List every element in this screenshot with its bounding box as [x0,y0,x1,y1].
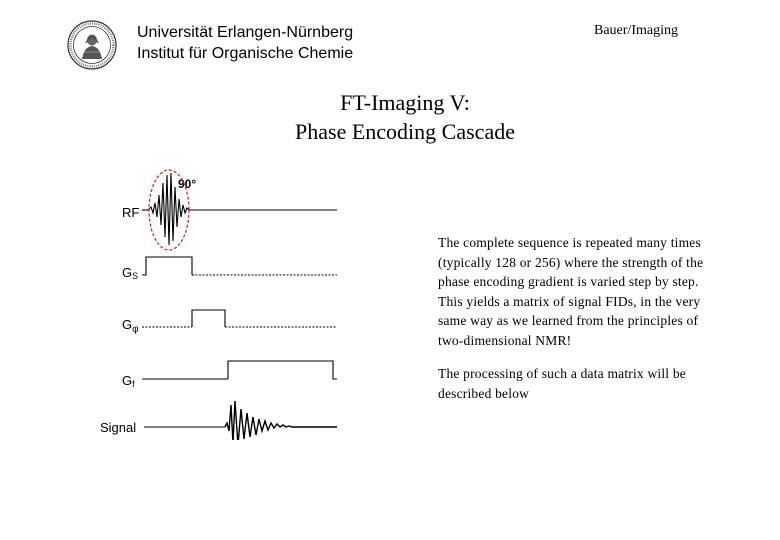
gf-label: Gf [122,373,135,389]
description-paragraph-2: The processing of such a data matrix will be described below [438,366,686,401]
slide-title [240,88,570,146]
rf-pulse-waveform [142,173,337,245]
pulse-sequence-diagram [95,165,345,440]
gf-gradient-trace [228,361,337,379]
author-label: Bauer/Imaging [594,23,678,38]
pulse-angle-label: 90° [178,177,197,191]
signal-label: Signal [100,420,137,435]
description-panel [438,233,718,417]
university-seal-logo [66,19,118,71]
gphi-gradient-trace [192,310,225,327]
gphi-label: $G_\varphi$ [122,317,139,335]
institution-name: Universität Erlangen-Nürnberg [137,24,354,41]
gs-label: GS [122,265,139,281]
signal-echo-waveform [144,401,337,440]
gs-gradient-trace [142,257,192,275]
description-paragraph-1: The complete sequence is repeated many times (typically 128 or 256) where the strength of the phase encoding gradient is varied step by step. This yields a matrix of signal FIDs, in the very same way as we learned from the principles of two-dimensional NMR! [438,235,704,348]
slide-title-line2: Phase Encoding Cascade [295,119,515,144]
slide-title-line1: FT-Imaging V: [340,90,470,115]
institution-header [137,22,353,64]
institute-name: Institut für Organische Chemie [137,45,354,62]
rf-label: RF [122,205,140,220]
